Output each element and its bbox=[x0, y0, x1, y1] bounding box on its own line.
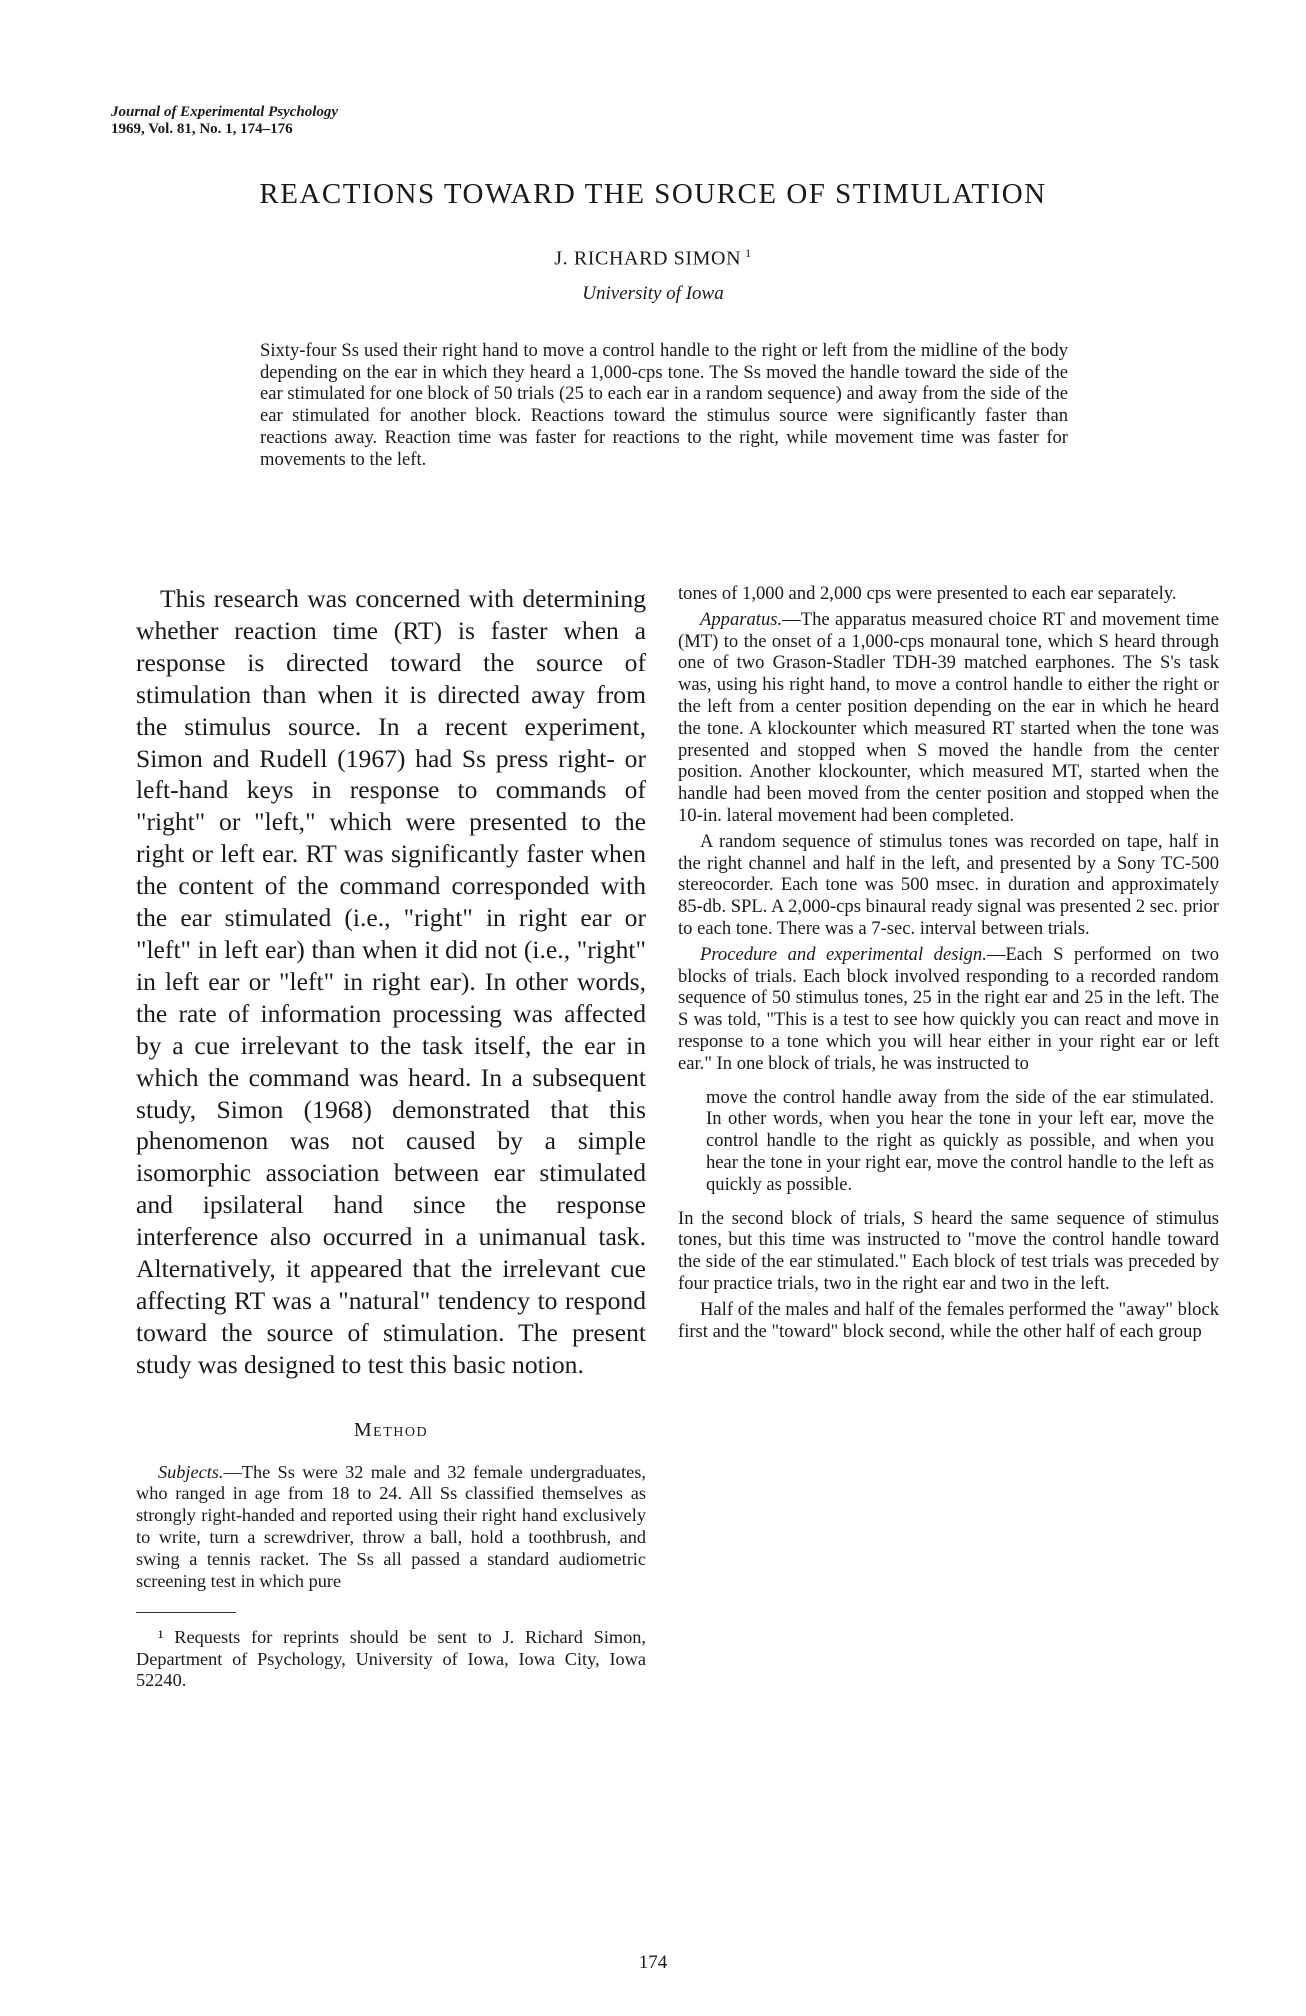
instruction-quote: move the control handle away from the side of the ear stimulated. In other words, when you hear the tone in your left ear, move the control handle to the right as quickly as possible, and when you hear the tone in your right ear, move the control handle to the left as quickly as possible. bbox=[706, 1086, 1214, 1195]
method-heading: Method bbox=[353, 1418, 429, 1441]
footnote: ¹ Requests for reprints should be sent to J. Richard Simon, Department of Psychology, University of Iowa, Iowa City, Iowa 52240. bbox=[136, 1627, 646, 1691]
paper-title: REACTIONS TOWARD THE SOURCE OF STIMULATION bbox=[259, 178, 1047, 210]
author-footnote-mark: 1 bbox=[745, 246, 752, 260]
subjects-paragraph bbox=[136, 1462, 646, 1593]
subjects-text: —The Ss were 32 male and 32 female undergraduates, who ranged in age from 18 to 24. All Ss classified themselves as strongly right-handed and reported using their right hand exclusively to write, turn a screwdriver, throw a ball, hold a toothbrush, and swing a tennis racket. The Ss all passed a standard audiometric screening test in which pure bbox=[136, 1461, 646, 1591]
abstract: Sixty-four Ss used their right hand to move a control handle to the right or left from the midline of the body depending on the ear in which they heard a 1,000-cps tone. The Ss moved the handle toward the side of the ear stimulated for one block of 50 trials (25 to each ear in a random sequence) and away from the side of the ear stimulated for another block. Reactions toward the stimulus source were significantly faster than reactions away. Reaction time was faster for reactions to the right, while movement time was faster for movements to the left. bbox=[260, 340, 1068, 470]
apparatus-text: —The apparatus measured choice RT and movement time (MT) to the onset of a 1,000-cps monaural tone, which S heard through one of two Grason-Stadler TDH-39 matched earphones. The S's task was, using his right hand, to move a control handle to either the right or the left from a center position depending on the ear in which he heard the tone. A klockounter which measured RT started when the tone was presented and stopped when S moved the handle from the center position. Another klockounter, which measured MT, started when the handle had been moved from the center position and stopped when the 10-in. lateral movement had been completed. bbox=[678, 608, 1219, 826]
apparatus-label: Apparatus. bbox=[700, 608, 783, 630]
second-block-paragraph: In the second block of trials, S heard the same sequence of stimulus tones, but this time was instructed to "move the control handle toward the side of the ear stimulated." Each block of test trials was preceded by four practice trials, two in the right ear and two in the left. bbox=[678, 1207, 1219, 1294]
journal-header bbox=[111, 104, 338, 138]
apparatus-paragraph bbox=[678, 609, 1219, 827]
procedure-text: —Each S performed on two blocks of trials. Each block involved responding to a recorded random sequence of 50 stimulus tones, 25 in the right ear and 25 in the left. The S was told, "This is a test to see how quickly you can react and move in response to a tone which you will hear either in your right ear or left ear." In one block of trials, he was instructed to bbox=[678, 943, 1219, 1074]
journal-name: Journal of Experimental Psychology bbox=[111, 104, 339, 120]
intro-paragraph: This research was concerned with determining whether reaction time (RT) is faster when a response is directed toward the source of stimulation than when it is directed away from the stimulus source. In a recent experiment, Simon and Rudell (1967) had Ss press right- or left-hand keys in response to commands of "right" or "left," which were presented to the right or left ear. RT was significantly faster when the content of the command corresponded with the ear stimulated (i.e., "right" in right ear or "left" in left ear) than when it did not (i.e., "right" in left ear or "left" in right ear). In other words, the rate of information processing was affected by a cue irrelevant to the task itself, the ear in which the command was heard. In a subsequent study, Simon (1968) demonstrated that this phenomenon was not caused by a simple isomorphic association between ear stimulated and ipsilateral hand since the response interference also occurred in a unimanual task. Alternatively, it appeared that the irrelevant cue affecting RT was a "natural" tendency to respond toward the source of stimulation. The present study was designed to test this basic notion. bbox=[136, 584, 646, 1379]
counterbalance-paragraph: Half of the males and half of the females performed the "away" block first and the "toward" block second, while the other half of each group bbox=[678, 1298, 1219, 1342]
procedure-label: Procedure and experimental design. bbox=[700, 943, 987, 965]
footnote-rule bbox=[136, 1612, 236, 1613]
journal-citation: 1969, Vol. 81, No. 1, 174–176 bbox=[111, 121, 293, 137]
continued-paragraph: tones of 1,000 and 2,000 cps were presented to each ear separately. bbox=[678, 583, 1177, 604]
subjects-label: Subjects. bbox=[158, 1461, 224, 1482]
right-column bbox=[678, 583, 1219, 1346]
author-line bbox=[0, 246, 1306, 271]
random-sequence-paragraph: A random sequence of stimulus tones was recorded on tape, half in the right channel and half in the left, and presented by a Sony TC-500 stereocorder. Each tone was 500 msec. in duration and approximately 85-db. SPL. A 2,000-cps binaural ready signal was presented 2 sec. prior to each tone. There was a 7-sec. interval between trials. bbox=[678, 830, 1219, 939]
page-number: 174 bbox=[638, 1952, 668, 1973]
affiliation: University of Iowa bbox=[582, 283, 724, 304]
left-column bbox=[136, 583, 646, 1692]
author-name: J. RICHARD SIMON bbox=[554, 247, 742, 270]
procedure-paragraph bbox=[678, 944, 1219, 1075]
